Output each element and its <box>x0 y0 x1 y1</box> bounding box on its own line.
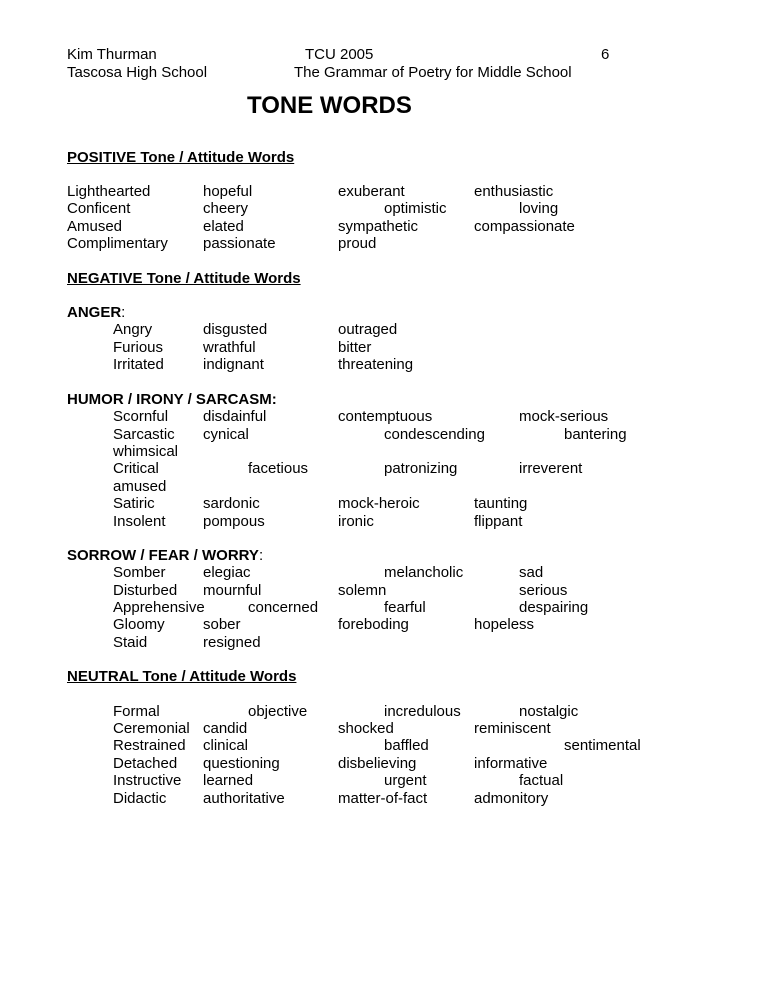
word: Ceremonial <box>113 720 190 737</box>
word: Formal <box>113 703 160 720</box>
word: Didactic <box>113 790 167 807</box>
word: outraged <box>338 321 398 338</box>
word: Somber <box>113 564 166 581</box>
word: elegiac <box>203 564 251 581</box>
word: compassionate <box>474 218 575 235</box>
word: bantering <box>564 426 627 443</box>
word: irreverent <box>519 460 583 477</box>
word: optimistic <box>384 200 447 217</box>
word: concerned <box>248 599 319 616</box>
word: hopeful <box>203 183 253 200</box>
humor-heading: HUMOR / IRONY / SARCASM: <box>67 391 277 408</box>
word: urgent <box>384 772 427 789</box>
word: sardonic <box>203 495 260 512</box>
word: disdainful <box>203 408 267 425</box>
word: Scornful <box>113 408 169 425</box>
word: despairing <box>519 599 589 616</box>
word: Conficent <box>67 200 131 217</box>
sorrow-heading: SORROW / FEAR / WORRY: <box>67 547 264 564</box>
word: sympathetic <box>338 218 419 235</box>
word: nostalgic <box>519 703 579 720</box>
word: fearful <box>384 599 426 616</box>
word: taunting <box>474 495 528 512</box>
word: patronizing <box>384 460 458 477</box>
word: sentimental <box>564 737 641 754</box>
word: hopeless <box>474 616 535 633</box>
word: facetious <box>248 460 309 477</box>
word: wrathful <box>203 339 256 356</box>
word: Lighthearted <box>67 183 151 200</box>
word: baffled <box>384 737 429 754</box>
word: learned <box>203 772 254 789</box>
word: disbelieving <box>338 755 417 772</box>
word: mournful <box>203 582 262 599</box>
word: Angry <box>113 321 153 338</box>
word: Sarcastic <box>113 426 175 443</box>
word: serious <box>519 582 568 599</box>
word: Complimentary <box>67 235 168 252</box>
word: whimsical <box>113 443 179 460</box>
word: proud <box>338 235 377 252</box>
word: matter-of-fact <box>338 790 428 807</box>
word: sad <box>519 564 544 581</box>
word: mock-heroic <box>338 495 420 512</box>
page-title: TONE WORDS <box>247 92 412 119</box>
word: cheery <box>203 200 249 217</box>
word: foreboding <box>338 616 409 633</box>
word: Detached <box>113 755 178 772</box>
word: Insolent <box>113 513 166 530</box>
word: ironic <box>338 513 374 530</box>
word: Staid <box>113 634 148 651</box>
word: shocked <box>338 720 394 737</box>
word: elated <box>203 218 244 235</box>
word: Critical <box>113 460 159 477</box>
word: disgusted <box>203 321 268 338</box>
word: Restrained <box>113 737 186 754</box>
anger-heading: ANGER: <box>67 304 126 321</box>
word: questioning <box>203 755 280 772</box>
word: pompous <box>203 513 265 530</box>
word: Irritated <box>113 356 164 373</box>
word: resigned <box>203 634 261 651</box>
word: bitter <box>338 339 372 356</box>
word: candid <box>203 720 248 737</box>
word: passionate <box>203 235 276 252</box>
word: sober <box>203 616 241 633</box>
word: exuberant <box>338 183 405 200</box>
word: indignant <box>203 356 264 373</box>
word: Disturbed <box>113 582 178 599</box>
word: Instructive <box>113 772 182 789</box>
word: Satiric <box>113 495 155 512</box>
header-author: Kim Thurman <box>67 46 157 63</box>
word: incredulous <box>384 703 461 720</box>
header-page-number: 6 <box>601 46 610 63</box>
word: Amused <box>67 218 123 235</box>
word: Apprehensive <box>113 599 205 616</box>
word: loving <box>519 200 559 217</box>
word: authoritative <box>203 790 285 807</box>
word: Gloomy <box>113 616 165 633</box>
header-conference: TCU 2005 <box>305 46 374 63</box>
word: factual <box>519 772 564 789</box>
neutral-heading: NEUTRAL Tone / Attitude Words <box>67 668 297 685</box>
word: threatening <box>338 356 414 373</box>
word: reminiscent <box>474 720 551 737</box>
positive-heading: POSITIVE Tone / Attitude Words <box>67 149 295 166</box>
word: objective <box>248 703 308 720</box>
word: clinical <box>203 737 249 754</box>
word: informative <box>474 755 548 772</box>
word: cynical <box>203 426 249 443</box>
negative-heading: NEGATIVE Tone / Attitude Words <box>67 270 301 287</box>
word: enthusiastic <box>474 183 554 200</box>
word: flippant <box>474 513 523 530</box>
header-school: Tascosa High School <box>67 64 208 81</box>
word: mock-serious <box>519 408 609 425</box>
word: melancholic <box>384 564 464 581</box>
word: Furious <box>113 339 164 356</box>
word: solemn <box>338 582 387 599</box>
word: condescending <box>384 426 485 443</box>
header-course: The Grammar of Poetry for Middle School <box>294 64 572 81</box>
word: contemptuous <box>338 408 433 425</box>
word: admonitory <box>474 790 549 807</box>
word: amused <box>113 478 167 495</box>
